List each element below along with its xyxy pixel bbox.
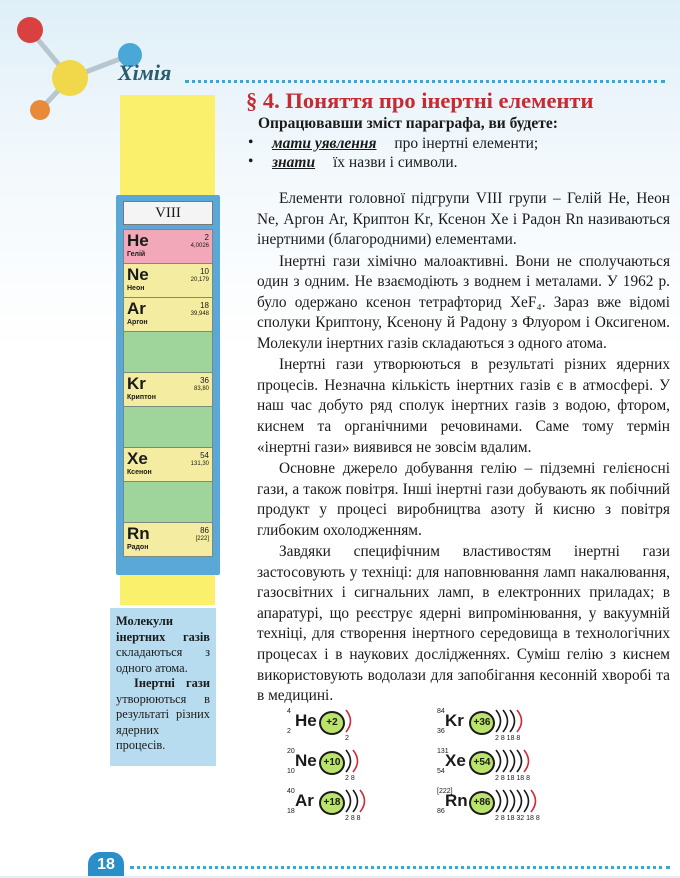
- atom-nucleus: +54: [469, 751, 495, 775]
- footer-dotted-line: [130, 866, 670, 869]
- paragraph: Завдяки специфічним властивостям інертні гази застосовують у техніці: для наповнювання ламп накалювання, газосвітних і сигнальних ламп, в електронних приладах; в апаратурі, що реєструє ядерні випромінювання, у вакуумній техніці, для створення інертного середовища в технологічних процесах і в наукових дослідженнях. Суміш гелію з киснем використовують водолази для запобігання кесонній хворобі та в медицині.: [257, 543, 670, 705]
- atom-mass: 131: [437, 748, 449, 755]
- electron-shells: [342, 704, 422, 738]
- note-text-1: складаються з одного атома.: [116, 645, 210, 675]
- electron-shells: [492, 704, 572, 738]
- atom-mass: 40: [287, 788, 295, 795]
- element-number: 36: [200, 376, 209, 385]
- subject-label: Хімія: [118, 60, 172, 85]
- goal-text: їх назви і символи.: [329, 154, 458, 171]
- element-name: Ксенон: [127, 469, 152, 476]
- electron-count: 2 8 18 8: [495, 735, 521, 742]
- atom-mass: 84: [437, 708, 445, 715]
- paragraph: Інертні гази утворюються в результаті різних ядерних процесів. Незначна кількість інертних газів є в атмосфері. У наш час добуто ряд сполук інертних газів з водою, фтором, киснем та органічними речовинами. Саме тому термін «інертні гази» виявився не зовсім вдалим.: [257, 356, 670, 456]
- electron-shells: [342, 744, 422, 778]
- element-mass: 20,179: [190, 277, 209, 283]
- element-cell-he: [123, 229, 213, 264]
- electron-shell-arc: [510, 710, 515, 732]
- electron-shell-arc: [360, 790, 365, 812]
- paragraph: Елементи головної підгрупи VIII групи – Гелій He, Неон Ne, Аргон Ar, Криптон Kr, Ксенон Xe і Радон Rn називаються інертними (благородними) елементами.: [257, 190, 670, 249]
- electron-shell-arc: [346, 710, 351, 732]
- electron-count: 2 8 18 32 18 8: [495, 815, 540, 822]
- element-cell-ne: [123, 264, 213, 298]
- electron-shell-arc: [503, 790, 508, 812]
- electron-shells: [492, 784, 572, 818]
- element-number: 54: [200, 451, 209, 460]
- empty-cell: [123, 332, 213, 373]
- electron-shell-arc: [517, 750, 522, 772]
- electron-shell-arc: [496, 790, 501, 812]
- electron-shells: [492, 744, 572, 778]
- goal-item: [248, 135, 538, 153]
- atom-mass: [222]: [437, 788, 453, 795]
- note-bold-2: Інертні гази: [134, 676, 210, 690]
- element-mass: 83,80: [193, 386, 209, 392]
- element-name: Криптон: [127, 394, 156, 401]
- element-mass: 4,0026: [190, 243, 209, 249]
- electron-shell-arc: [531, 790, 536, 812]
- electron-count: 2 8: [345, 775, 355, 782]
- header-dotted-line: [185, 80, 665, 83]
- goal-keyword: мати уявлення: [272, 135, 377, 152]
- empty-cell: [123, 407, 213, 448]
- electron-shell-arc: [510, 790, 515, 812]
- paragraph: Інертні гази хімічно малоактивні. Вони не сполучаються один з одним. Не взаємодіють з воднем і металами. У 1962 р. було одержано ксенон тетрафторид XeF₄. Зараз вже відомі сполуки Криптону, Ксенону й Радону з Флуором і Оксигеном. Молекули інертних газів складаються з одного атома.: [257, 252, 670, 352]
- element-symbol: He: [127, 231, 149, 250]
- empty-cell: [123, 482, 213, 523]
- element-name: Аргон: [127, 319, 148, 326]
- atom-symbol: He: [295, 711, 317, 730]
- atom-number: 18: [287, 808, 295, 815]
- electron-count: 2 8 18 18 8: [495, 775, 531, 782]
- electron-shells: [342, 784, 422, 818]
- element-mass: 131,30: [190, 461, 209, 467]
- element-mass: [222]: [195, 536, 209, 542]
- electron-shell-arc: [353, 790, 358, 812]
- note-text-2: утворюються в результаті різних ядерних процесів.: [116, 691, 210, 752]
- page-title: § 4. Поняття про інертні елементи: [246, 88, 594, 113]
- goal-item: [248, 154, 458, 172]
- electron-shell-arc: [346, 790, 351, 812]
- element-symbol: Xe: [127, 449, 148, 468]
- electron-shell-arc: [353, 750, 358, 772]
- electron-shell-arc: [496, 750, 501, 772]
- element-name: Радон: [127, 544, 149, 551]
- element-mass: 39,948: [190, 311, 209, 317]
- atom-symbol: Ar: [295, 791, 314, 810]
- electron-shell-arc: [496, 710, 501, 732]
- element-cell-kr: [123, 373, 213, 407]
- atom-number: 54: [437, 768, 445, 775]
- atom-nucleus: +10: [319, 751, 345, 775]
- atom-number: 2: [287, 728, 291, 735]
- side-note: [110, 608, 216, 766]
- intro-text: Опрацювавши зміст параграфа, ви будете:: [258, 115, 558, 132]
- atom-symbol: Rn: [445, 791, 468, 810]
- paragraph: Основне джерело добування гелію – підземні гелієносні гази, а також повітря. Інші інертні гази добувають як побічний продукт у процесі виробництва азоту й кисню з повітря глибоким охолодженням.: [257, 460, 670, 539]
- group-header: VIII: [123, 201, 213, 225]
- electron-shell-arc: [503, 710, 508, 732]
- atom-symbol: Ne: [295, 751, 317, 770]
- element-number: 86: [200, 526, 209, 535]
- electron-count: 2: [345, 735, 349, 742]
- atom-number: 36: [437, 728, 445, 735]
- element-number: 2: [204, 233, 209, 242]
- element-name: Неон: [127, 285, 145, 292]
- electron-shell-arc: [503, 750, 508, 772]
- electron-shell-arc: [346, 750, 351, 772]
- atom-mass: 20: [287, 748, 295, 755]
- atom-symbol: Kr: [445, 711, 464, 730]
- body-text: [257, 189, 670, 708]
- atom-number: 10: [287, 768, 295, 775]
- atom-mass: 4: [287, 708, 291, 715]
- bullet-icon: •: [248, 153, 254, 170]
- element-symbol: Ne: [127, 265, 149, 284]
- atom-number: 86: [437, 808, 445, 815]
- electron-count: 2 8 8: [345, 815, 361, 822]
- periodic-table-group: [116, 195, 220, 575]
- element-cell-xe: [123, 448, 213, 482]
- note-bold-1: Молекули інертних газів: [116, 614, 210, 644]
- goal-text: про інертні елементи;: [390, 135, 539, 152]
- electron-shell-arc: [517, 790, 522, 812]
- electron-shell-arc: [524, 750, 529, 772]
- element-number: 10: [200, 267, 209, 276]
- atom-nucleus: +86: [469, 791, 495, 815]
- element-name: Гелій: [127, 251, 146, 258]
- electron-shell-arc: [517, 710, 522, 732]
- atom-nucleus: +18: [319, 791, 345, 815]
- element-cell-ar: [123, 298, 213, 332]
- bullet-icon: •: [248, 134, 254, 151]
- atom-nucleus: +36: [469, 711, 495, 735]
- element-cell-rn: [123, 523, 213, 557]
- element-symbol: Kr: [127, 374, 146, 393]
- element-symbol: Ar: [127, 299, 146, 318]
- page-number: 18: [88, 852, 124, 876]
- element-symbol: Rn: [127, 524, 150, 543]
- atom-symbol: Xe: [445, 751, 466, 770]
- goal-keyword: знати: [272, 154, 316, 171]
- electron-shell-arc: [510, 750, 515, 772]
- electron-shell-arc: [524, 790, 529, 812]
- atom-nucleus: +2: [319, 711, 345, 735]
- element-number: 18: [200, 301, 209, 310]
